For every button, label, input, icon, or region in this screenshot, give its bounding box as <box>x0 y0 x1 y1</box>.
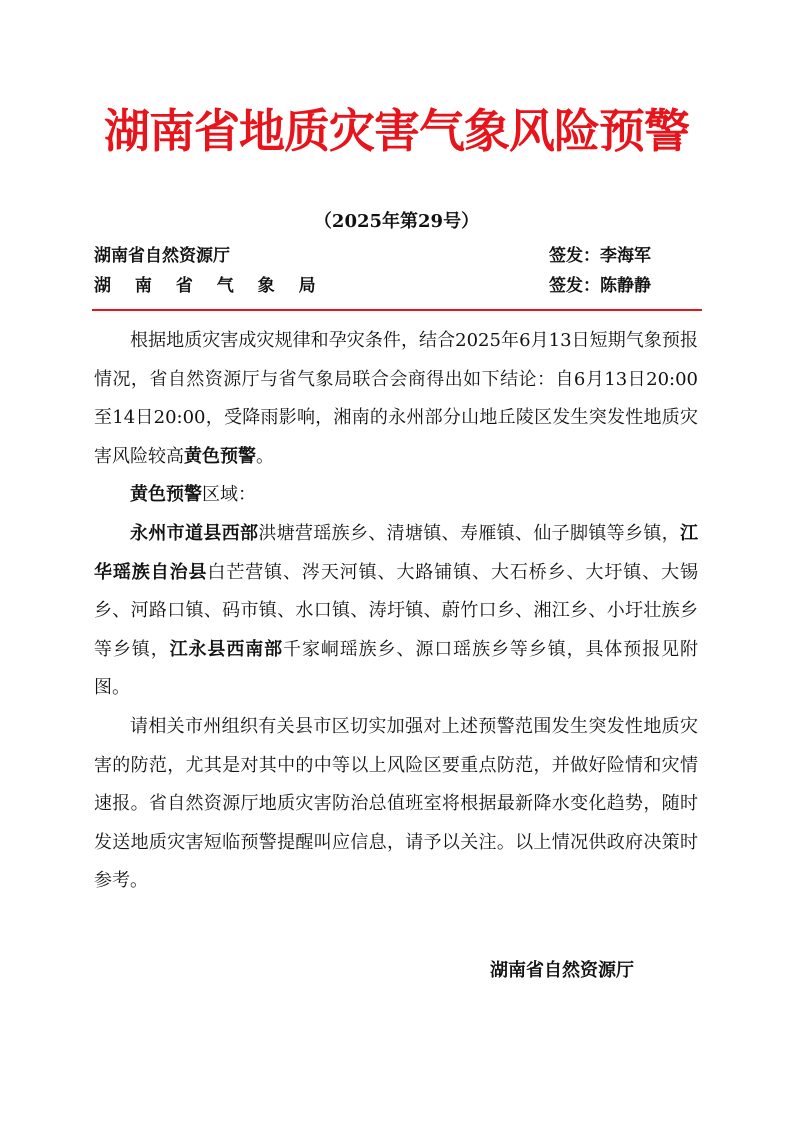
body-paragraph-3 <box>94 515 698 708</box>
body-paragraph-1 <box>94 322 698 476</box>
signer-natural-resources: 签发：李海军 <box>549 246 651 266</box>
p4-text: 请相关市州组织有关县市区切实加强对上述预警范围发生突发性地质灾害的防范，尤其是对其中的中等以上风险区要重点防范，并做好险情和灾情速报。省自然资源厅地质灾害防治总值班室将根据最新降水变化趋势，随时发送地质灾害短临预警提醒叫应信息，请予以关注。以上情况供政府决策时参考。 <box>94 715 698 892</box>
p1-end: 。 <box>256 445 274 467</box>
p2-warning-level: 黄色预警 <box>130 484 202 506</box>
issuer-natural-resources: 湖南省自然资源厅 <box>94 246 230 266</box>
header-divider <box>92 309 702 311</box>
region-daoxian: 永州市道县西部 <box>130 522 259 544</box>
p2-text: 区域： <box>202 484 256 506</box>
document-title: 湖南省地质灾害气象风险预警 <box>104 104 689 158</box>
towns-jianghua: 白芒营镇、涔天河镇、大路铺镇、大石桥乡、大圩镇、大锡乡、河路口镇、码市镇、水口镇、涛圩镇、蔚竹口乡、湘江乡、小圩壮族乡等乡镇， <box>94 561 698 660</box>
document-body <box>94 322 698 901</box>
footer-issuer: 湖南省自然资源厅 <box>490 960 634 981</box>
body-paragraph-4 <box>94 708 698 901</box>
p1-text: 根据地质灾害成灾规律和孕灾条件，结合2025年6月13日短期气象预报情况，省自然资源厅与省气象局联合会商得出如下结论：自6月13日20:00至14日20:00，受降雨影响，湘南的永州部分山地丘陵区发生突发性地质灾害风险较高 <box>94 330 698 467</box>
signer-meteorological-bureau: 签发：陈静静 <box>549 276 651 296</box>
document-number: （2025年第29号） <box>313 211 480 232</box>
p1-warning-level: 黄色预警 <box>184 445 256 467</box>
region-jianghua: 江华瑶族自治县 <box>94 522 699 583</box>
body-paragraph-2 <box>94 476 698 515</box>
towns-jiangyong: 千家峒瑶族乡、源口瑶族乡等乡镇，具体预报见附图。 <box>94 638 699 699</box>
region-jiangyong: 江永县西南部 <box>169 638 284 660</box>
towns-daoxian: 洪塘营瑶族乡、清塘镇、寿雁镇、仙子脚镇等乡镇， <box>258 522 681 544</box>
issuer-meteorological-bureau: 湖 南 省 气 象 局 <box>94 276 325 296</box>
